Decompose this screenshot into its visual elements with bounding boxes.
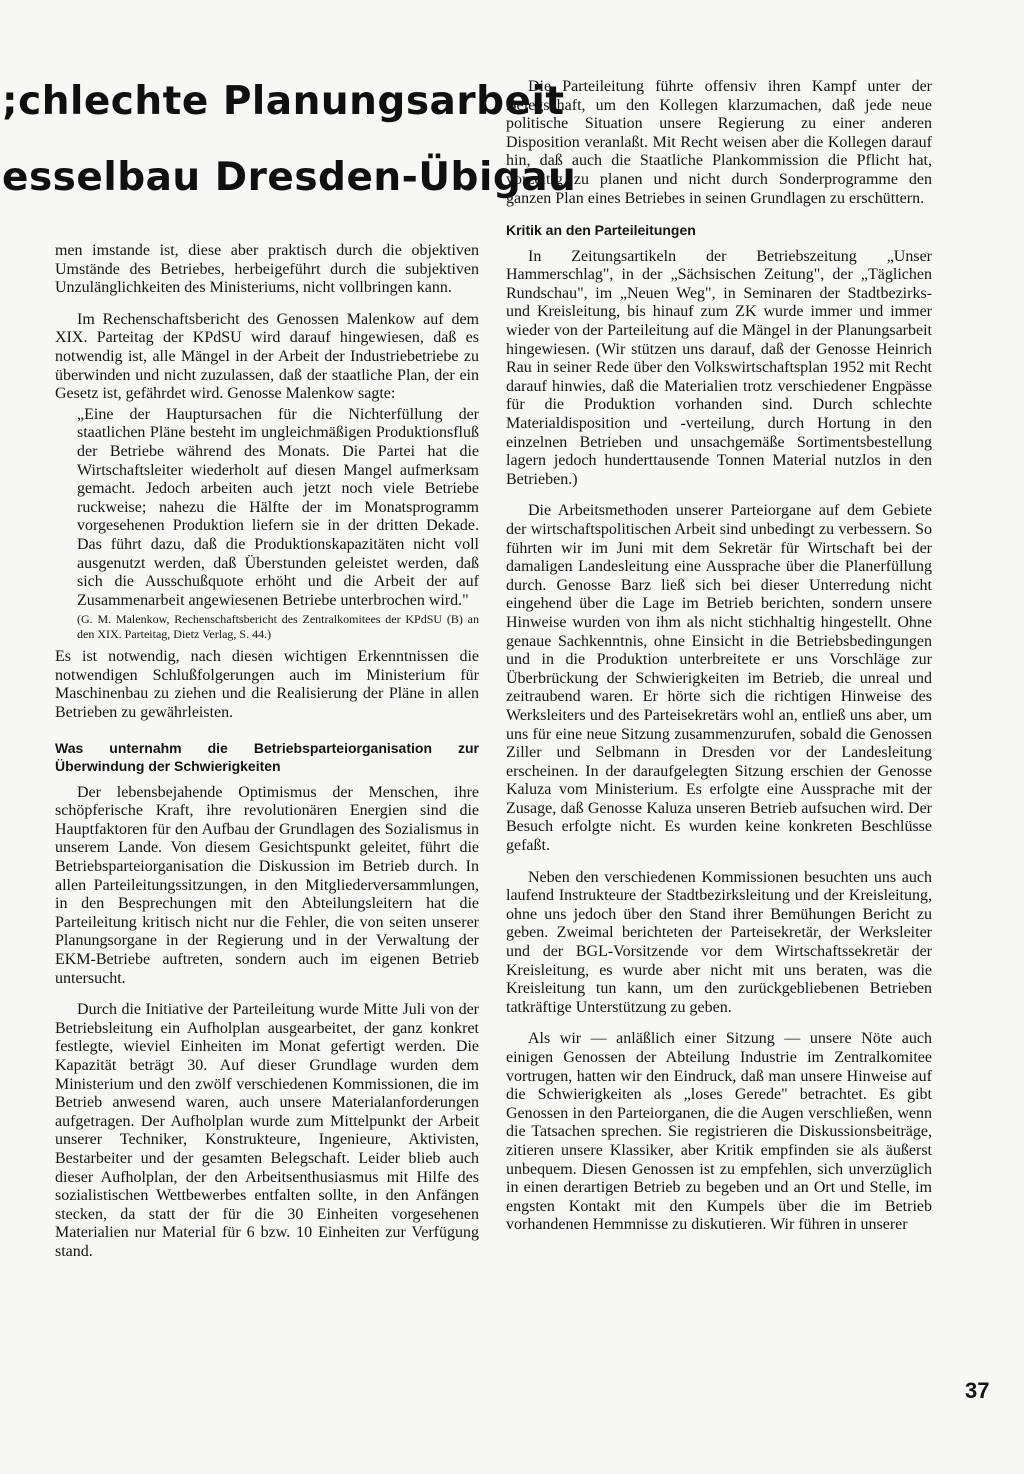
paragraph: Als wir — anläßlich einer Sitzung — unsere Nöte auch einigen Genossen der Abteilung Industrie im Zentralkomitee vortrugen, hatten wir den Eindruck, daß man unsere Hinweise auf die Schwierigkeiten als „loses Gerede" betrachtet. Es gibt Genossen in den Parteiorganen, die die Augen verschließen, wenn die Tatsachen sprechen. Sie registrieren die Diskussionsbeiträge, zitieren unsere Klassiker, aber Kritik empfinden sie als äußerst unbequem. Diesen Genossen ist zu empfehlen, sich unverzüglich in einen derartigen Betrieb zu begeben und an Ort und Stelle, im engsten Kontakt mit den Kumpels über die im Betrieb vorhandenen Hemmnisse zu diskutieren. Wir führen in unserer	[506, 1030, 932, 1234]
paragraph: Es ist notwendig, nach diesen wichtigen Erkenntnissen die notwendigen Schlußfolgerungen auch im Ministerium für Maschinenbau zu ziehen und die Realisierung der Pläne in allen Betrieben zu gewährleisten.	[55, 648, 479, 722]
paragraph: Durch die Initiative der Parteileitung wurde Mitte Juli von der Betriebsleitung ein Aufholplan ausgearbeitet, der ganz konkret festlegte, wieviel Einheiten im Monat gefertigt werden. Die Kapazität beträgt 30. Auf dieser Grundlage wurden dem Ministerium und den zwölf verschiedenen Kommissionen, die im Betrieb anwesend waren, auch unsere Materialanforderungen aufgetragen. Der Aufholplan wurde zum Mittelpunkt der Arbeit unserer Techniker, Konstrukteure, Ingenieure, Aktivisten, Bestarbeiter und der gesamten Belegschaft. Leider blieb auch dieser Aufholplan, der den Arbeitsenthusiasmus mit Hilfe des sozialistischen Wettbewerbes entfalten sollte, in den Anfängen stecken, da statt der für die 30 Einheiten vorgesehenen Materialien nur Material für 6 bzw. 10 Einheiten zur Verfügung stand.	[55, 1001, 479, 1260]
article-title-line-2: esselbau Dresden-Übigau	[2, 155, 577, 200]
quote-citation: (G. M. Malenkow, Rechenschaftsbericht des Zentralkomitees der KPdSU (B) an den XIX. Parteitag, Dietz Verlag, S. 44.)	[77, 612, 479, 642]
section-heading: Kritik an den Parteileitungen	[506, 222, 696, 239]
paragraph: Im Rechenschaftsbericht des Genossen Malenkow auf dem XIX. Parteitag der KPdSU wird darauf hingewiesen, daß es notwendig ist, alle Mängel in der Arbeit der Industriebetriebe zu überwinden und nicht zuzulassen, daß der staatliche Plan, der ein Gesetz ist, gefährdet wird. Genosse Malenkow sagte:	[55, 310, 479, 403]
section-heading: Was unternahm die Betriebsparteiorganisation zur Überwindung der Schwierigkeiten	[55, 739, 479, 775]
paragraph: Der lebensbejahende Optimismus der Menschen, ihre schöpferische Kraft, ihre revolutionären Energien sind die Hauptfaktoren für den Aufbau der Grundlagen des Sozialismus in unserem Lande. Von diesem Gesichtspunkt geleitet, führt die Betriebsparteiorganisation die Diskussion im Betrieb durch. In allen Parteileitungssitzungen, in den Mitgliederversammlungen, in den Besprechungen mit den Abteilungsleitern hat die Parteileitung kritisch nicht nur die Fehler, die von seiten unserer Planungsorgane in der Regierung und in der Verwaltung der EKM-Betriebe auftreten, sondern auch im eigenen Betrieb untersucht.	[55, 783, 479, 987]
paragraph: Neben den verschiedenen Kommissionen besuchten uns auch laufend Instrukteure der Stadtbezirksleitung und der Kreisleitung, ohne uns jedoch über den Stand ihrer Bemühungen Bericht zu geben. Zweimal berichteten der Parteisekretär, der Werksleiter und der BGL-Vorsitzende vor dem Wirtschaftssekretär der Kreisleitung, es wurde aber nicht mit uns beraten, was die Kreisleitung tun kann, um den zurückgebliebenen Betrieben tatkräftige Unterstützung zu geben.	[506, 868, 932, 1016]
paragraph: Die Arbeitsmethoden unserer Parteiorgane auf dem Gebiete der wirtschaftspolitischen Arbeit sind unbedingt zu verbessern. So führten wir im Juni mit dem Sekretär für Wirtschaft bei der damaligen Landesleitung eine Aussprache über die Planerfüllung durch. Genosse Barz ließ sich bei dieser Unterredung nicht eingehend über die Lage im Betrieb berichten, sondern unsere Hinweise wurden von ihm als nicht stichhaltig hingestellt. Ohne genaue Sachkenntnis, ohne Einsicht in die Betriebsbedingungen und in die Produktion unterbreitete er uns Vorschläge zur Überbrückung der Schwierigkeiten im Betrieb, die unreal und zeitraubend waren. Er hörte sich die richtigen Hinweise des Werksleiters und des Parteisekretärs wohl an, entließ uns aber, um uns für eine neue Sitzung zusammenzurufen, sobald die Genossen Ziller und Selbmann in Dresden vor der Landesleitung erscheinen. In der daraufgelegten Sitzung erschien der Genosse Kaluza vom Ministerium. Es erfolgte eine Aussprache mit der Zusage, daß Genosse Kaluza unseren Betrieb aufsuchen wird. Der Besuch erfolgte nicht. Es wurden keine konkreten Beschlüsse gefaßt.	[506, 502, 932, 855]
paragraph: men imstande ist, diese aber praktisch durch die objektiven Umstände des Betriebes, herbeigeführt durch die subjektiven Unzulänglichkeiten des Ministeriums, nicht vollbringen kann.	[55, 242, 479, 297]
left-column	[55, 242, 479, 1275]
article-title-line-1: ;chlechte Planungsarbeit	[2, 79, 565, 124]
page-number: 37	[965, 1378, 990, 1403]
malenkow-quote: „Eine der Hauptursachen für die Nichterfüllung der staatlichen Pläne besteht im ungleichmäßigen Produktionsfluß der Betriebe während des Monats. Die Partei hat die Wirtschaftsleiter wiederholt auf diesen Mangel aufmerksam gemacht. Jedoch arbeiten auch jetzt noch viele Betriebe ruckweise; nahezu die Hälfte der im Monatsprogramm vorgesehenen Produktion liefern sie in der dritten Dekade. Das führt dazu, daß die Produktionskapazitäten nicht voll ausgenutzt werden, daß Überstunden geleistet werden, daß sich die Ausschußquote erhöht und die Arbeit der auf Zusammenarbeit angewiesenen Betriebe unterbrochen wird."	[77, 405, 479, 609]
right-column	[506, 78, 932, 1248]
paragraph: In Zeitungsartikeln der Betriebszeitung „Unser Hammerschlag", in der „Sächsischen Zeitung", der „Täglichen Rundschau", im „Neuen Weg", in Seminaren der Stadtbezirks- und Kreisleitung, bis hinauf zum ZK wurde immer und immer wieder von der Parteileitung auf die Mängel in der Planungsarbeit hingewiesen. (Wir stützen uns darauf, daß der Genosse Heinrich Rau in seiner Rede über den Volkswirtschaftsplan 1952 mit Recht darauf hinwies, daß die Materialien trotz verschiedener Engpässe für die Produktion vorhanden sind. Durch schlechte Materialdisposition und -verteilung, durch Hortung in den einzelnen Betrieben und unsachgemäße Sortimentsbestellung lagern jedoch hunderttausende Tonnen Material nutzlos in den Betrieben.)	[506, 247, 932, 488]
paragraph: Die Parteileitung führte offensiv ihren Kampf unter der Belegschaft, um den Kollegen klarzumachen, daß jede neue politische Situation unsere Regierung zu einer anderen Disposition veranlaßt. Mit Recht weisen aber die Kollegen darauf hin, daß auch die Staatliche Plankommission die Pflicht hat, vorzeitig zu planen und nicht durch Sonderprogramme den ganzen Plan eines Betriebes in seinen Grundlagen zu erschüttern.	[506, 78, 932, 207]
